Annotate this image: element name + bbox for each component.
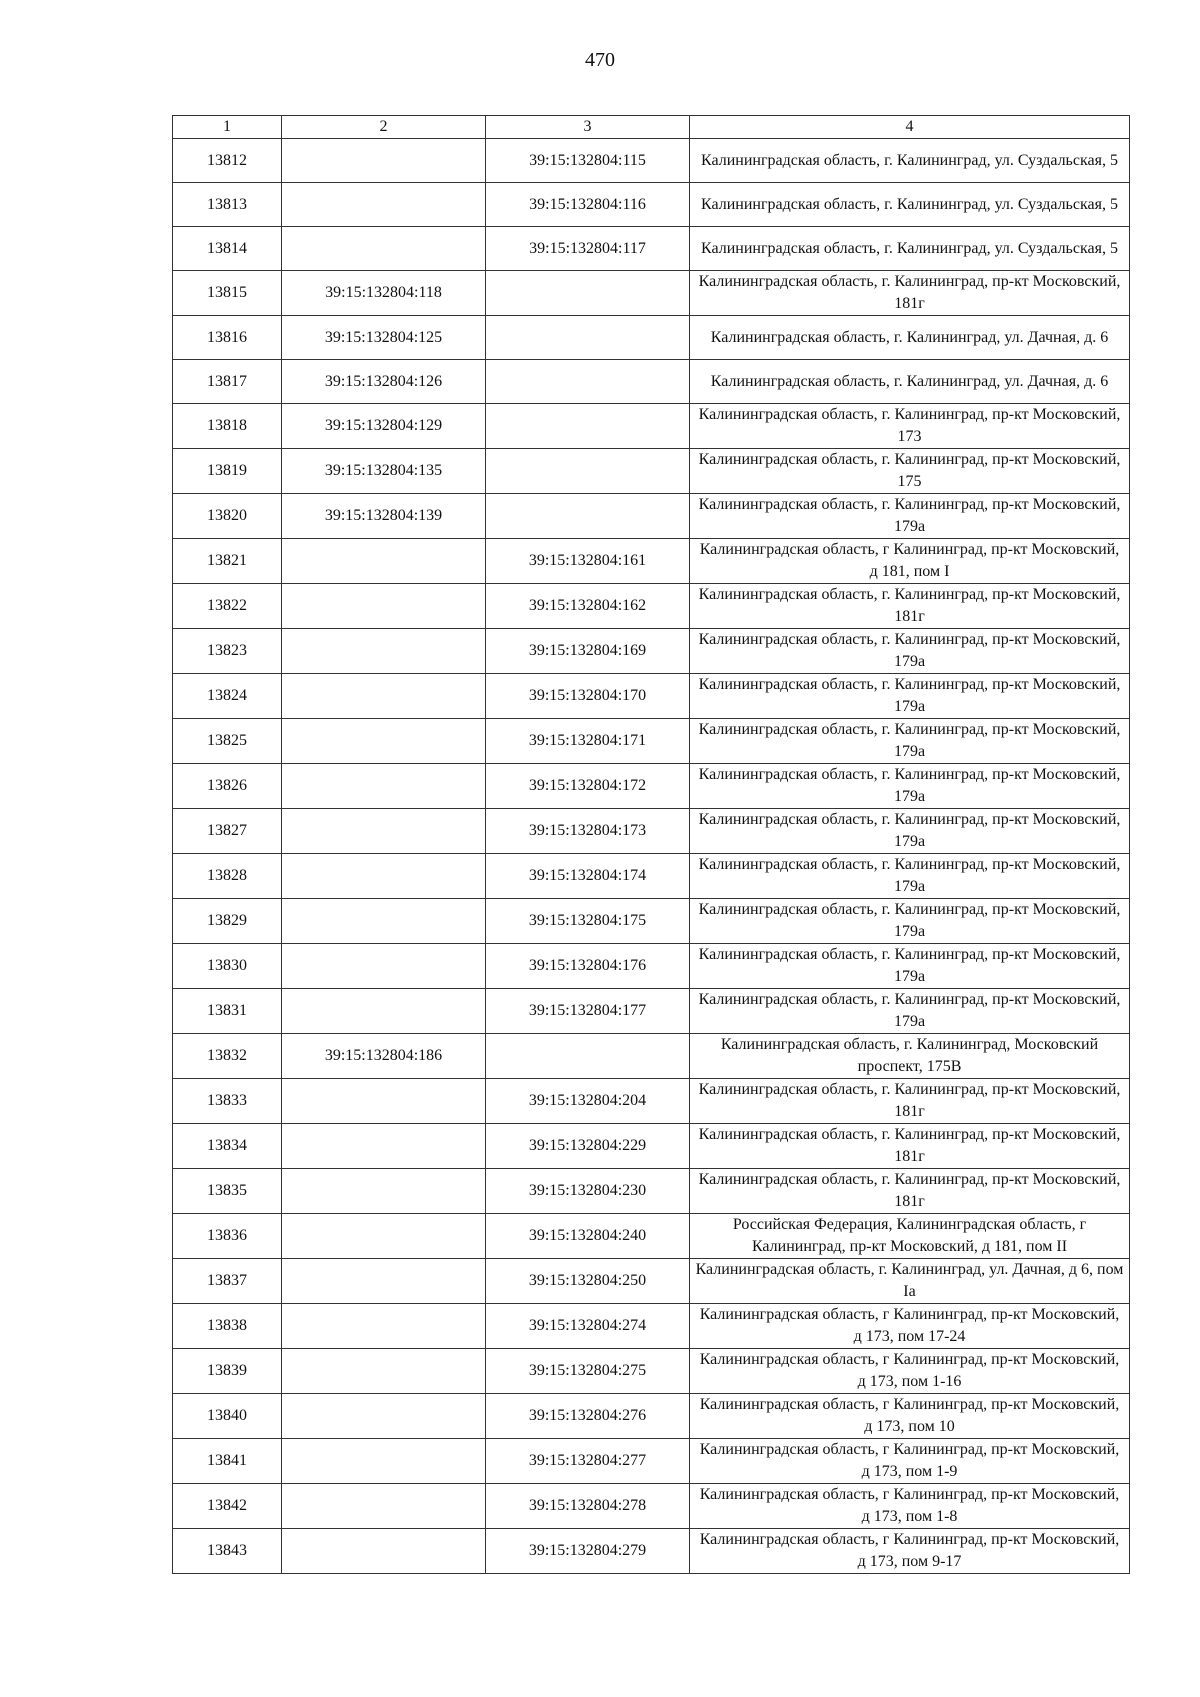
row-number-cell: 13835 [173,1169,282,1214]
table-row [173,764,1130,809]
row-number-cell: 13825 [173,719,282,764]
building-number-cell: 39:15:132804:278 [486,1484,690,1529]
table-row [173,1304,1130,1349]
parcel-number-cell [282,1484,486,1529]
building-number-cell: 39:15:132804:275 [486,1349,690,1394]
building-number-cell [486,494,690,539]
table-row [173,1394,1130,1439]
row-number-cell: 13819 [173,449,282,494]
parcel-number-cell [282,1079,486,1124]
parcel-number-cell [282,1124,486,1169]
table-row [173,1124,1130,1169]
building-number-cell [486,1034,690,1079]
parcel-number-cell: 39:15:132804:126 [282,360,486,404]
row-number-cell: 13822 [173,584,282,629]
parcel-number-cell [282,629,486,674]
building-number-cell: 39:15:132804:230 [486,1169,690,1214]
parcel-number-cell [282,854,486,899]
parcel-number-cell [282,1304,486,1349]
building-number-cell: 39:15:132804:175 [486,899,690,944]
address-cell: Калининградская область, г Калининград, пр-кт Московский, д 173, пом 10 [690,1394,1130,1439]
parcel-number-cell [282,899,486,944]
building-number-cell: 39:15:132804:229 [486,1124,690,1169]
address-cell: Калининградская область, г. Калининград, пр-кт Московский, 181г [690,584,1130,629]
address-cell: Калининградская область, г. Калининград, пр-кт Московский, 179а [690,764,1130,809]
table-row [173,899,1130,944]
table-row [173,944,1130,989]
row-number-cell: 13812 [173,139,282,183]
address-cell: Калининградская область, г Калининград, пр-кт Московский, д 173, пом 1-16 [690,1349,1130,1394]
address-cell: Калининградская область, г. Калининград, ул. Суздальская, 5 [690,183,1130,227]
address-cell: Калининградская область, г. Калининград, пр-кт Московский, 179а [690,854,1130,899]
row-number-cell: 13829 [173,899,282,944]
table-row [173,1169,1130,1214]
parcel-number-cell [282,674,486,719]
table-row [173,629,1130,674]
row-number-cell: 13842 [173,1484,282,1529]
building-number-cell: 39:15:132804:240 [486,1214,690,1259]
address-cell: Калининградская область, г Калининград, пр-кт Московский, д 173, пом 17-24 [690,1304,1130,1349]
row-number-cell: 13840 [173,1394,282,1439]
building-number-cell [486,360,690,404]
table-row [173,674,1130,719]
parcel-number-cell [282,584,486,629]
table-row [173,1529,1130,1574]
row-number-cell: 13826 [173,764,282,809]
address-cell: Калининградская область, г. Калининград, ул. Дачная, д. 6 [690,316,1130,360]
table-row [173,271,1130,316]
address-cell: Калининградская область, г. Калининград, Московский проспект, 175В [690,1034,1130,1079]
parcel-number-cell [282,1169,486,1214]
parcel-number-cell [282,183,486,227]
row-number-cell: 13839 [173,1349,282,1394]
parcel-number-cell [282,944,486,989]
building-number-cell: 39:15:132804:116 [486,183,690,227]
building-number-cell: 39:15:132804:161 [486,539,690,584]
row-number-cell: 13816 [173,316,282,360]
address-cell: Российская Федерация, Калининградская область, г Калининград, пр-кт Московский, д 181, пом II [690,1214,1130,1259]
row-number-cell: 13823 [173,629,282,674]
address-cell: Калининградская область, г. Калининград, пр-кт Московский, 175 [690,449,1130,494]
building-number-cell [486,449,690,494]
building-number-cell: 39:15:132804:172 [486,764,690,809]
building-number-cell: 39:15:132804:177 [486,989,690,1034]
table-row [173,316,1130,360]
table-row [173,449,1130,494]
parcel-number-cell [282,1349,486,1394]
row-number-cell: 13838 [173,1304,282,1349]
building-number-cell: 39:15:132804:115 [486,139,690,183]
parcel-number-cell [282,1394,486,1439]
parcel-number-cell: 39:15:132804:125 [282,316,486,360]
column-header-1: 1 [173,116,282,139]
address-cell: Калининградская область, г. Калининград, пр-кт Московский, 179а [690,494,1130,539]
building-number-cell: 39:15:132804:279 [486,1529,690,1574]
address-cell: Калининградская область, г Калининград, пр-кт Московский, д 173, пом 1-8 [690,1484,1130,1529]
table-row [173,539,1130,584]
address-cell: Калининградская область, г. Калининград, пр-кт Московский, 181г [690,1079,1130,1124]
parcel-number-cell [282,989,486,1034]
address-cell: Калининградская область, г Калининград, пр-кт Московский, д 173, пом 9-17 [690,1529,1130,1574]
building-number-cell: 39:15:132804:276 [486,1394,690,1439]
parcel-number-cell [282,764,486,809]
parcel-number-cell [282,1529,486,1574]
building-number-cell: 39:15:132804:169 [486,629,690,674]
building-number-cell [486,404,690,449]
building-number-cell [486,271,690,316]
parcel-number-cell: 39:15:132804:135 [282,449,486,494]
row-number-cell: 13820 [173,494,282,539]
parcel-number-cell [282,809,486,854]
table-row [173,809,1130,854]
row-number-cell: 13830 [173,944,282,989]
address-cell: Калининградская область, г. Калининград, пр-кт Московский, 179а [690,674,1130,719]
table-row [173,494,1130,539]
building-number-cell: 39:15:132804:204 [486,1079,690,1124]
table-row [173,227,1130,271]
building-number-cell: 39:15:132804:117 [486,227,690,271]
building-number-cell: 39:15:132804:176 [486,944,690,989]
table-row [173,989,1130,1034]
parcel-number-cell: 39:15:132804:129 [282,404,486,449]
parcel-number-cell [282,1259,486,1304]
parcel-number-cell [282,719,486,764]
row-number-cell: 13828 [173,854,282,899]
address-cell: Калининградская область, г Калининград, пр-кт Московский, д 181, пом I [690,539,1130,584]
building-number-cell: 39:15:132804:250 [486,1259,690,1304]
address-cell: Калининградская область, г. Калининград, ул. Суздальская, 5 [690,227,1130,271]
parcel-number-cell [282,539,486,584]
address-cell: Калининградская область, г. Калининград, пр-кт Московский, 181г [690,1169,1130,1214]
building-number-cell: 39:15:132804:174 [486,854,690,899]
table-row [173,584,1130,629]
row-number-cell: 13836 [173,1214,282,1259]
row-number-cell: 13824 [173,674,282,719]
table-row [173,854,1130,899]
table-row [173,1484,1130,1529]
table-body [173,139,1130,1574]
parcel-number-cell [282,1439,486,1484]
row-number-cell: 13843 [173,1529,282,1574]
row-number-cell: 13827 [173,809,282,854]
building-number-cell: 39:15:132804:277 [486,1439,690,1484]
address-cell: Калининградская область, г. Калининград, пр-кт Московский, 179а [690,989,1130,1034]
table-row [173,139,1130,183]
parcel-number-cell [282,139,486,183]
parcel-number-cell: 39:15:132804:186 [282,1034,486,1079]
row-number-cell: 13814 [173,227,282,271]
column-header-4: 4 [690,116,1130,139]
row-number-cell: 13818 [173,404,282,449]
address-cell: Калининградская область, г. Калининград, ул. Дачная, д 6, пом Iа [690,1259,1130,1304]
row-number-cell: 13817 [173,360,282,404]
building-number-cell: 39:15:132804:171 [486,719,690,764]
row-number-cell: 13841 [173,1439,282,1484]
page-number: 470 [585,49,615,71]
address-cell: Калининградская область, г Калининград, пр-кт Московский, д 173, пом 1-9 [690,1439,1130,1484]
row-number-cell: 13815 [173,271,282,316]
building-number-cell: 39:15:132804:274 [486,1304,690,1349]
table-row [173,719,1130,764]
building-number-cell [486,316,690,360]
row-number-cell: 13833 [173,1079,282,1124]
row-number-cell: 13831 [173,989,282,1034]
parcel-number-cell: 39:15:132804:139 [282,494,486,539]
parcel-number-cell [282,227,486,271]
table-row [173,360,1130,404]
row-number-cell: 13821 [173,539,282,584]
building-number-cell: 39:15:132804:170 [486,674,690,719]
table-row [173,1079,1130,1124]
table-row [173,1439,1130,1484]
table-row [173,1349,1130,1394]
row-number-cell: 13837 [173,1259,282,1304]
table-row [173,1034,1130,1079]
table-row [173,183,1130,227]
building-number-cell: 39:15:132804:162 [486,584,690,629]
row-number-cell: 13832 [173,1034,282,1079]
address-cell: Калининградская область, г. Калининград, пр-кт Московский, 179а [690,629,1130,674]
address-cell: Калининградская область, г. Калининград, пр-кт Московский, 179а [690,809,1130,854]
table-header-row [173,116,1130,139]
registry-table [172,115,1130,1574]
address-cell: Калининградская область, г. Калининград, ул. Суздальская, 5 [690,139,1130,183]
table-row [173,1259,1130,1304]
building-number-cell: 39:15:132804:173 [486,809,690,854]
address-cell: Калининградская область, г. Калининград, пр-кт Московский, 179а [690,719,1130,764]
row-number-cell: 13813 [173,183,282,227]
table-row [173,1214,1130,1259]
address-cell: Калининградская область, г. Калининград, пр-кт Московский, 181г [690,271,1130,316]
parcel-number-cell [282,1214,486,1259]
address-cell: Калининградская область, г. Калининград, ул. Дачная, д. 6 [690,360,1130,404]
row-number-cell: 13834 [173,1124,282,1169]
address-cell: Калининградская область, г. Калининград, пр-кт Московский, 181г [690,1124,1130,1169]
address-cell: Калининградская область, г. Калининград, пр-кт Московский, 179а [690,944,1130,989]
address-cell: Калининградская область, г. Калининград, пр-кт Московский, 173 [690,404,1130,449]
address-cell: Калининградская область, г. Калининград, пр-кт Московский, 179а [690,899,1130,944]
column-header-2: 2 [282,116,486,139]
parcel-number-cell: 39:15:132804:118 [282,271,486,316]
table-row [173,404,1130,449]
column-header-3: 3 [486,116,690,139]
